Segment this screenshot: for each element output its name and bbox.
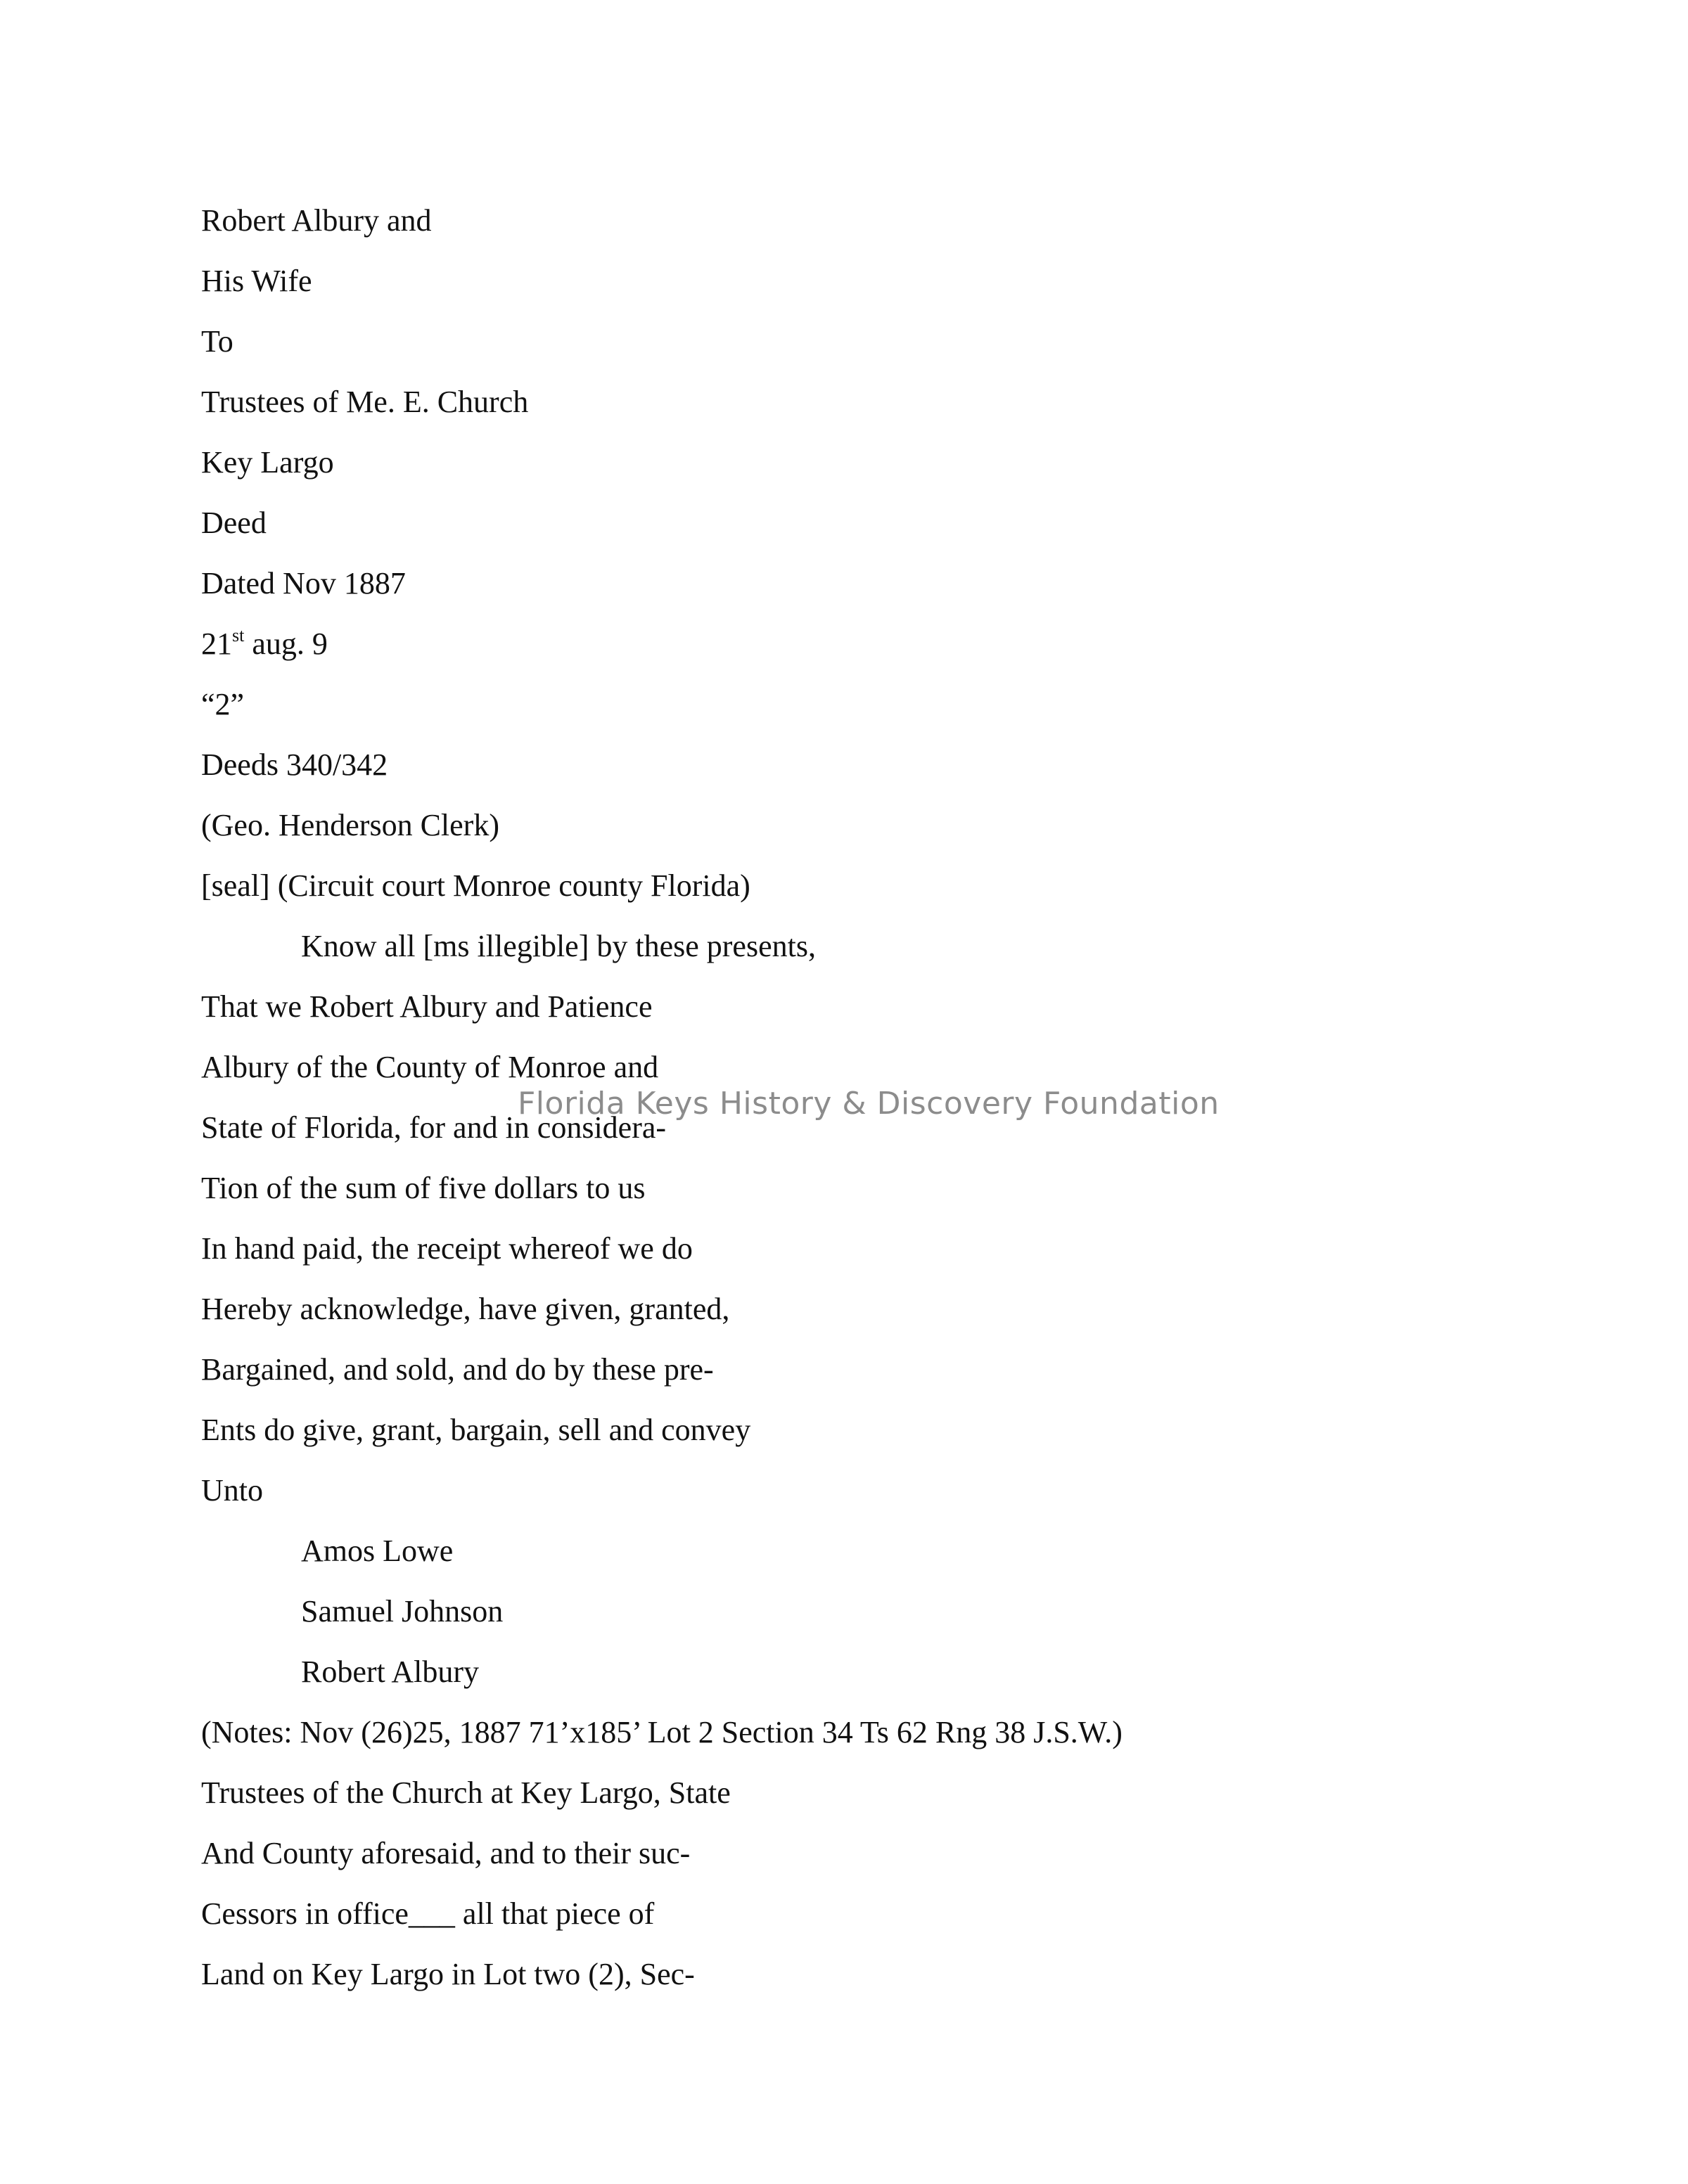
body-line-1: That we Robert Albury and Patience	[201, 989, 653, 1024]
closing-line-3: Cessors in office___ all that piece of	[201, 1896, 655, 1931]
header-line-wife: His Wife	[201, 264, 312, 298]
body-line-2: Albury of the County of Monroe and	[201, 1050, 659, 1084]
trustee-name: Samuel Johnson	[301, 1594, 504, 1629]
header-line-to: To	[201, 324, 234, 359]
body-line-unto: Unto	[201, 1473, 263, 1508]
header-line-clerk: (Geo. Henderson Clerk)	[201, 808, 499, 842]
body-line-7: Bargained, and sold, and do by these pre-	[201, 1352, 714, 1387]
header-line-deeds-pages: Deeds 340/342	[201, 747, 388, 782]
header-line-deed: Deed	[201, 506, 267, 540]
closing-line-4: Land on Key Largo in Lot two (2), Sec-	[201, 1957, 695, 1991]
header-line-dated: Dated Nov 1887	[201, 566, 406, 600]
trustee-name: Amos Lowe	[301, 1534, 454, 1568]
closing-line-1: Trustees of the Church at Key Largo, State	[201, 1775, 731, 1810]
header-line-location: Key Largo	[201, 445, 334, 480]
trustee-name: Robert Albury	[301, 1655, 479, 1689]
header-line-parties: Robert Albury and	[201, 203, 432, 238]
header-line-book: “2”	[201, 687, 245, 721]
header-line-seal: [seal] (Circuit court Monroe county Florida)	[201, 868, 750, 903]
closing-line-2: And County aforesaid, and to their suc-	[201, 1836, 691, 1870]
body-line-8: Ents do give, grant, bargain, sell and convey	[201, 1413, 751, 1447]
body-line-6: Hereby acknowledge, have given, granted,	[201, 1292, 730, 1326]
recorded-rest: aug. 9	[244, 627, 328, 661]
header-line-recorded	[201, 625, 328, 661]
recorded-day-suffix: st	[232, 625, 245, 645]
notes-line: (Notes: Nov (26)25, 1887 71’x185’ Lot 2 Section 34 Ts 62 Rng 38 J.S.W.)	[201, 1715, 1123, 1749]
body-line-3: State of Florida, for and in considera-	[201, 1110, 667, 1145]
body-opening: Know all [ms illegible] by these presents,	[301, 929, 816, 963]
recorded-day: 21	[201, 627, 232, 661]
header-line-trustees: Trustees of Me. E. Church	[201, 385, 529, 419]
watermark: Florida Keys History & Discovery Foundation	[518, 1086, 1220, 1122]
body-line-5: In hand paid, the receipt whereof we do	[201, 1231, 693, 1266]
body-line-4: Tion of the sum of five dollars to us	[201, 1171, 646, 1205]
